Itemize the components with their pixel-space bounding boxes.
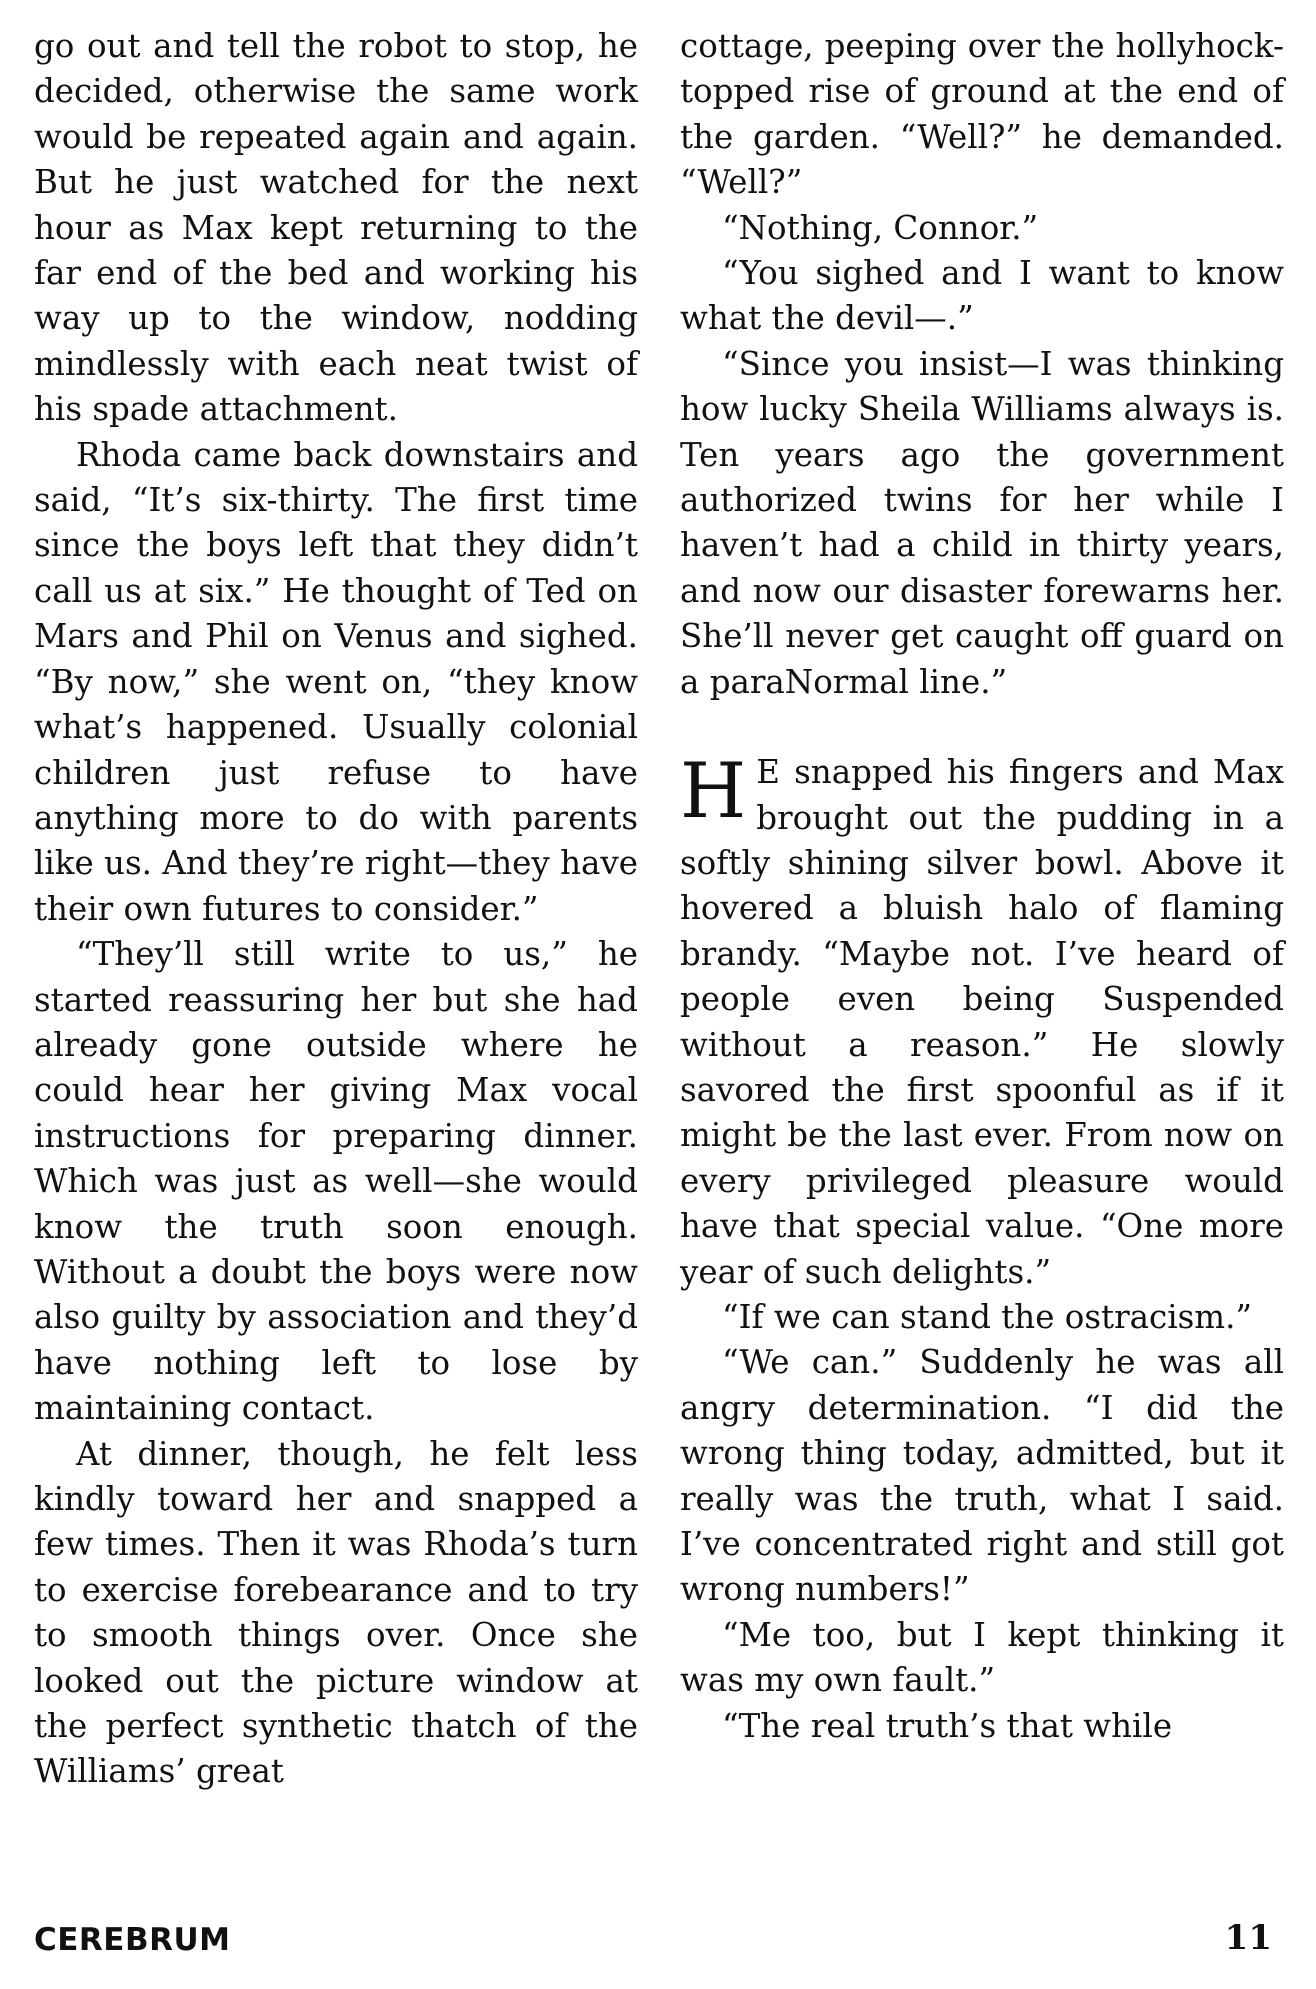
paragraph: At dinner, though, he felt less kindly toward her and snapped a few times. Then it was Rhoda’s turn to exercise forebearance and to try to smooth things over. Once she looked out the picture window at the perfect synthetic thatch of the Williams’ great	[34, 1434, 638, 1791]
page-number: 11	[1224, 1918, 1272, 1958]
paragraph: “If we can stand the ostracism.”	[722, 1297, 1253, 1336]
paragraph: “The real truth’s that while	[722, 1706, 1173, 1745]
right-text-column	[680, 24, 1284, 1749]
paragraph: Rhoda came back downstairs and said, “It’s six-thirty. The first time since the boys left that they didn’t call us at six.” He thought of Ted on Mars and Phil on Venus and sighed. “By now,” she went on, “they know what’s happened. Usually colonial children just refuse to have anything more to do with parents like us. And they’re right—they have their own futures to consider.”	[34, 435, 638, 928]
paragraph: go out and tell the robot to stop, he decided, otherwise the same work would be repeated again and again. But he just watched for the next hour as Max kept returning to the far end of the bed and working his way up to the window, nodding mindlessly with each neat twist of his spade attachment.	[34, 27, 638, 429]
section-start-paragraph	[680, 746, 1284, 1295]
paragraph: “Nothing, Connor.”	[722, 208, 1039, 247]
section-paragraph-text: E snapped his fingers and Max brought out the pudding in a softly shining silver bowl. Above it hovered a bluish halo of flaming brandy. “Maybe not. I’ve heard of people even being Suspended without a reason.” He slowly savored the first spoonful as if it might be the last ever. From now on every privileged pleasure would have that special value. “One more year of such delights.”	[680, 753, 1284, 1291]
paragraph: “We can.” Suddenly he was all angry determination. “I did the wrong thing today, admitted, but it really was the truth, what I said. I’ve concentrated right and still got wrong numbers!”	[680, 1343, 1284, 1609]
magazine-name-footer: CEREBRUM	[34, 1922, 231, 1958]
paragraph: cottage, peeping over the hollyhock-topped rise of ground at the end of the garden. “Well?” he demanded. “Well?”	[680, 27, 1284, 202]
paragraph: “Me too, but I kept thinking it was my own fault.”	[680, 1615, 1284, 1700]
drop-cap: H	[680, 746, 747, 836]
left-text-column	[34, 24, 638, 1795]
paragraph: “Since you insist—I was thinking how lucky Sheila Williams always is. Ten years ago the government authorized twins for her while I haven’t had a child in thirty years, and now our disaster forewarns her. She’ll never get caught off guard on a paraNormal line.”	[680, 344, 1284, 701]
paragraph: “You sighed and I want to know what the devil—.”	[680, 254, 1284, 338]
paragraph: “They’ll still write to us,” he started reassuring her but she had already gone outside where he could hear her giving Max vocal instructions for preparing dinner. Which was just as well—she would know the truth soon enough. Without a doubt the boys were now also guilty by association and they’d have nothing left to lose by maintaining contact.	[34, 935, 638, 1428]
